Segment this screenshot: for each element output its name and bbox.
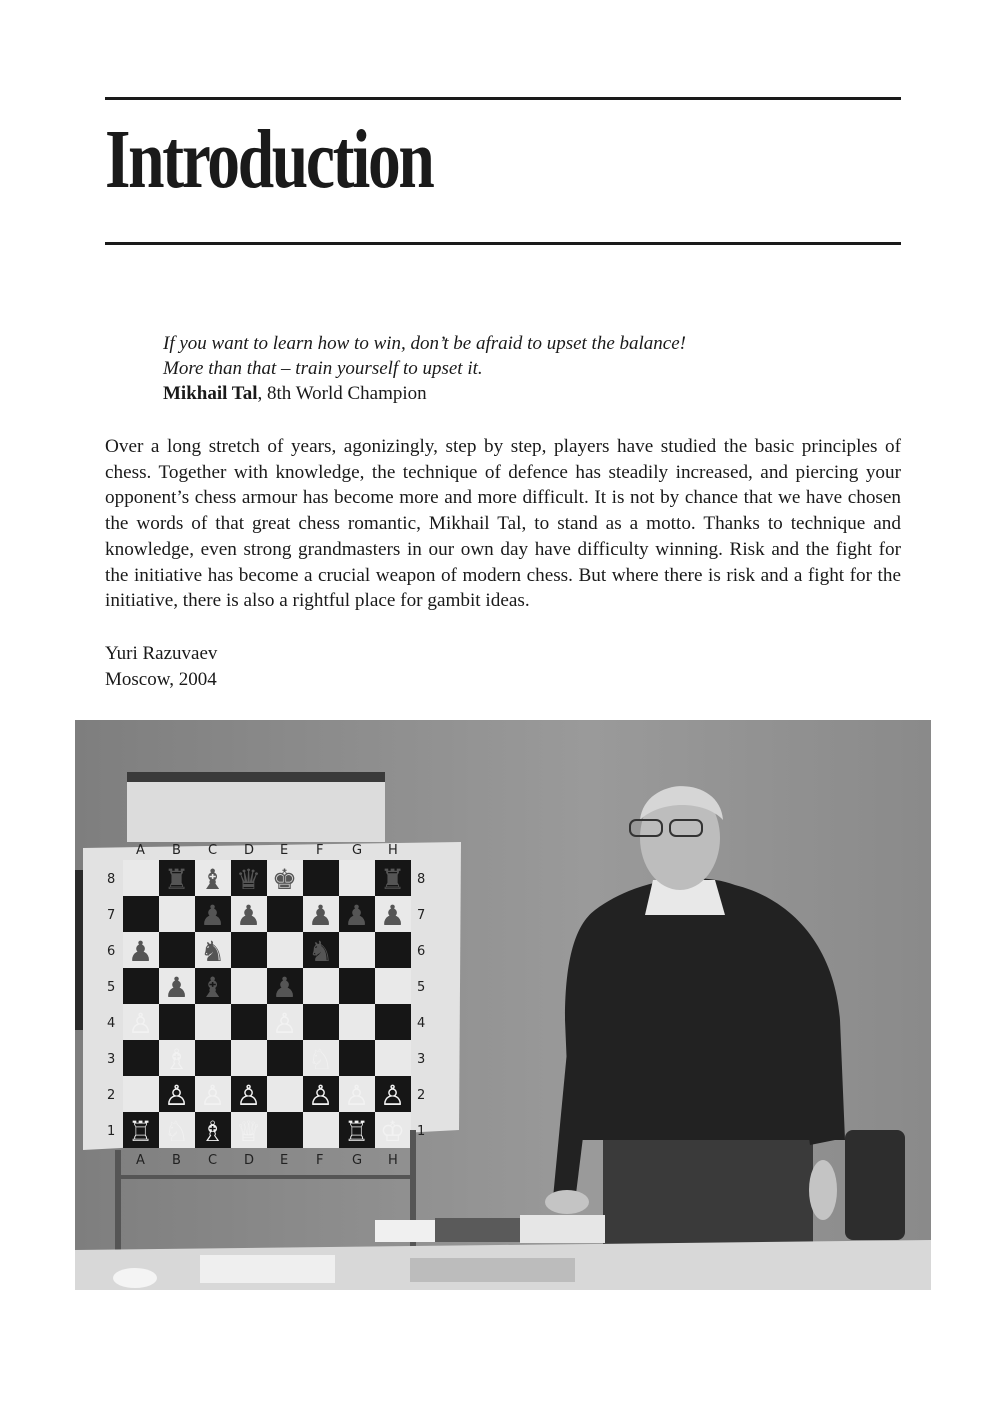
- easel-leg-left: [115, 1150, 121, 1250]
- chess-piece-icon: ♝: [200, 971, 226, 1004]
- easel-bar: [115, 1175, 415, 1179]
- chess-piece-icon: ♕: [236, 1115, 262, 1148]
- board-file-label: F: [316, 843, 324, 858]
- chess-piece-icon: ♟: [344, 899, 370, 932]
- board-square: [195, 1004, 231, 1040]
- board-square: [339, 968, 375, 1004]
- board-square: [339, 932, 375, 968]
- board-square: [267, 1112, 303, 1148]
- chess-piece-icon: ♞: [200, 935, 226, 968]
- board-rank-label: 1: [417, 1124, 426, 1139]
- photograph: [75, 720, 931, 1290]
- flipchart-pad: [127, 772, 385, 842]
- board-square: [195, 1040, 231, 1076]
- notebook: [410, 1258, 575, 1282]
- board-file-label: H: [388, 843, 398, 858]
- chess-piece-icon: ♟: [380, 899, 406, 932]
- board-rank-label: 4: [107, 1016, 116, 1031]
- board-square: [159, 896, 195, 932]
- signoff: [105, 641, 217, 693]
- board-square: [375, 1004, 411, 1040]
- top-rule: [105, 97, 901, 100]
- chess-piece-icon: ♝: [200, 863, 226, 896]
- board-square: [339, 1004, 375, 1040]
- board-rank-label: 6: [417, 944, 426, 959]
- board-file-label: D: [244, 1153, 255, 1168]
- board-square: [303, 968, 339, 1004]
- board-square: [267, 1040, 303, 1076]
- book-3: [520, 1215, 605, 1243]
- bottom-rule: [105, 242, 901, 245]
- board-file-label: B: [172, 843, 181, 858]
- board-square: [123, 1076, 159, 1112]
- board-square: [267, 932, 303, 968]
- board-file-label: E: [280, 1153, 289, 1168]
- board-square: [231, 1040, 267, 1076]
- epigraph-author-title: , 8th World Champion: [257, 383, 427, 404]
- board-rank-label: 3: [107, 1052, 116, 1067]
- board-rank-label: 8: [417, 872, 426, 887]
- board-square: [303, 1004, 339, 1040]
- board-file-label: G: [352, 843, 363, 858]
- board-square: [159, 1004, 195, 1040]
- board-square: [339, 860, 375, 896]
- cup: [113, 1268, 157, 1288]
- board-square: [375, 932, 411, 968]
- board-rank-label: 3: [417, 1052, 426, 1067]
- board-square: [123, 896, 159, 932]
- board-rank-label: 7: [417, 908, 426, 923]
- chess-piece-icon: ♖: [344, 1115, 370, 1148]
- epigraph-attribution: [163, 381, 686, 406]
- chess-piece-icon: ♟: [164, 971, 190, 1004]
- epigraph-author: Mikhail Tal: [163, 383, 258, 404]
- page-title: Introduction: [105, 113, 433, 206]
- board-file-label: D: [244, 843, 255, 858]
- chess-piece-icon: ♔: [380, 1115, 406, 1148]
- chess-piece-icon: ♟: [200, 899, 226, 932]
- board-square: [231, 968, 267, 1004]
- board-rank-label: 1: [107, 1124, 116, 1139]
- board-file-label: B: [172, 1153, 181, 1168]
- chess-piece-icon: ♛: [236, 863, 262, 896]
- chess-piece-icon: ♘: [164, 1115, 190, 1148]
- board-square: [159, 932, 195, 968]
- board-square: [123, 860, 159, 896]
- flipchart-clip: [127, 772, 385, 782]
- board-square: [375, 968, 411, 1004]
- board-rank-label: 8: [107, 872, 116, 887]
- demo-board: [83, 842, 461, 1168]
- chess-piece-icon: ♙: [128, 1007, 154, 1040]
- board-rank-label: 5: [107, 980, 116, 995]
- chess-piece-icon: ♙: [308, 1079, 334, 1112]
- board-square: [303, 1112, 339, 1148]
- board-file-label: C: [208, 843, 218, 858]
- board-file-label: F: [316, 1153, 324, 1168]
- chess-piece-icon: ♟: [308, 899, 334, 932]
- board-square: [267, 896, 303, 932]
- board-square: [267, 1076, 303, 1112]
- board-rank-label: 5: [417, 980, 426, 995]
- chess-piece-icon: ♜: [380, 863, 406, 896]
- chess-piece-icon: ♟: [128, 935, 154, 968]
- chess-piece-icon: ♚: [272, 863, 298, 896]
- board-file-label: A: [136, 1153, 145, 1168]
- board-file-label: G: [352, 1153, 363, 1168]
- board-square: [231, 1004, 267, 1040]
- board-square: [123, 968, 159, 1004]
- board-square: [339, 1040, 375, 1076]
- paper-sheet: [200, 1255, 335, 1283]
- chair: [845, 1130, 905, 1240]
- chess-piece-icon: ♘: [308, 1043, 334, 1076]
- chess-piece-icon: ♙: [236, 1079, 262, 1112]
- board-file-label: C: [208, 1153, 218, 1168]
- board-rank-label: 2: [417, 1088, 426, 1103]
- body-paragraph: Over a long stretch of years, agonizingly, step by step, players have studied the basic principles of chess. Together with knowledge, the technique of defence has steadily increased, and piercing your opponent’s chess armour has become more and more difficult. It is not by chance that we have chosen the words of that great chess romantic, Mikhail Tal, to stand as a motto. Thanks to technique and knowledge, even strong grandmasters in our own day have difficulty winning. Risk and the fight for the initiative has become a crucial weapon of modern chess. But where there is risk and a fight for the initiative, there is also a rightful place for gambit ideas.: [105, 436, 901, 612]
- chess-piece-icon: ♙: [200, 1079, 226, 1112]
- board-square: [231, 932, 267, 968]
- board-file-label: A: [136, 843, 145, 858]
- chess-piece-icon: ♙: [164, 1079, 190, 1112]
- signoff-name: Yuri Razuvaev: [105, 643, 218, 664]
- signoff-place-date: Moscow, 2004: [105, 669, 217, 690]
- board-file-label: E: [280, 843, 289, 858]
- chess-piece-icon: ♗: [200, 1115, 226, 1148]
- photo-scene: [75, 720, 931, 1290]
- board-rank-label: 4: [417, 1016, 426, 1031]
- board-square: [123, 1040, 159, 1076]
- epigraph-line-1: If you want to learn how to win, don’t be afraid to upset the balance!: [163, 333, 686, 354]
- board-square: [375, 1040, 411, 1076]
- chess-piece-icon: ♟: [272, 971, 298, 1004]
- left-hand: [545, 1190, 589, 1214]
- right-hand: [809, 1160, 837, 1220]
- board-square: [303, 860, 339, 896]
- chess-piece-icon: ♞: [308, 935, 334, 968]
- chess-piece-icon: ♙: [380, 1079, 406, 1112]
- board-rank-label: 7: [107, 908, 116, 923]
- board-rank-label: 6: [107, 944, 116, 959]
- chess-piece-icon: ♙: [344, 1079, 370, 1112]
- chess-piece-icon: ♟: [236, 899, 262, 932]
- epigraph: [163, 331, 686, 406]
- board-file-label: H: [388, 1153, 398, 1168]
- chess-piece-icon: ♗: [164, 1043, 190, 1076]
- chess-piece-icon: ♖: [128, 1115, 154, 1148]
- board-rank-label: 2: [107, 1088, 116, 1103]
- chess-piece-icon: ♜: [164, 863, 190, 896]
- epigraph-line-2: More than that – train yourself to upset it.: [163, 358, 483, 379]
- chess-piece-icon: ♙: [272, 1007, 298, 1040]
